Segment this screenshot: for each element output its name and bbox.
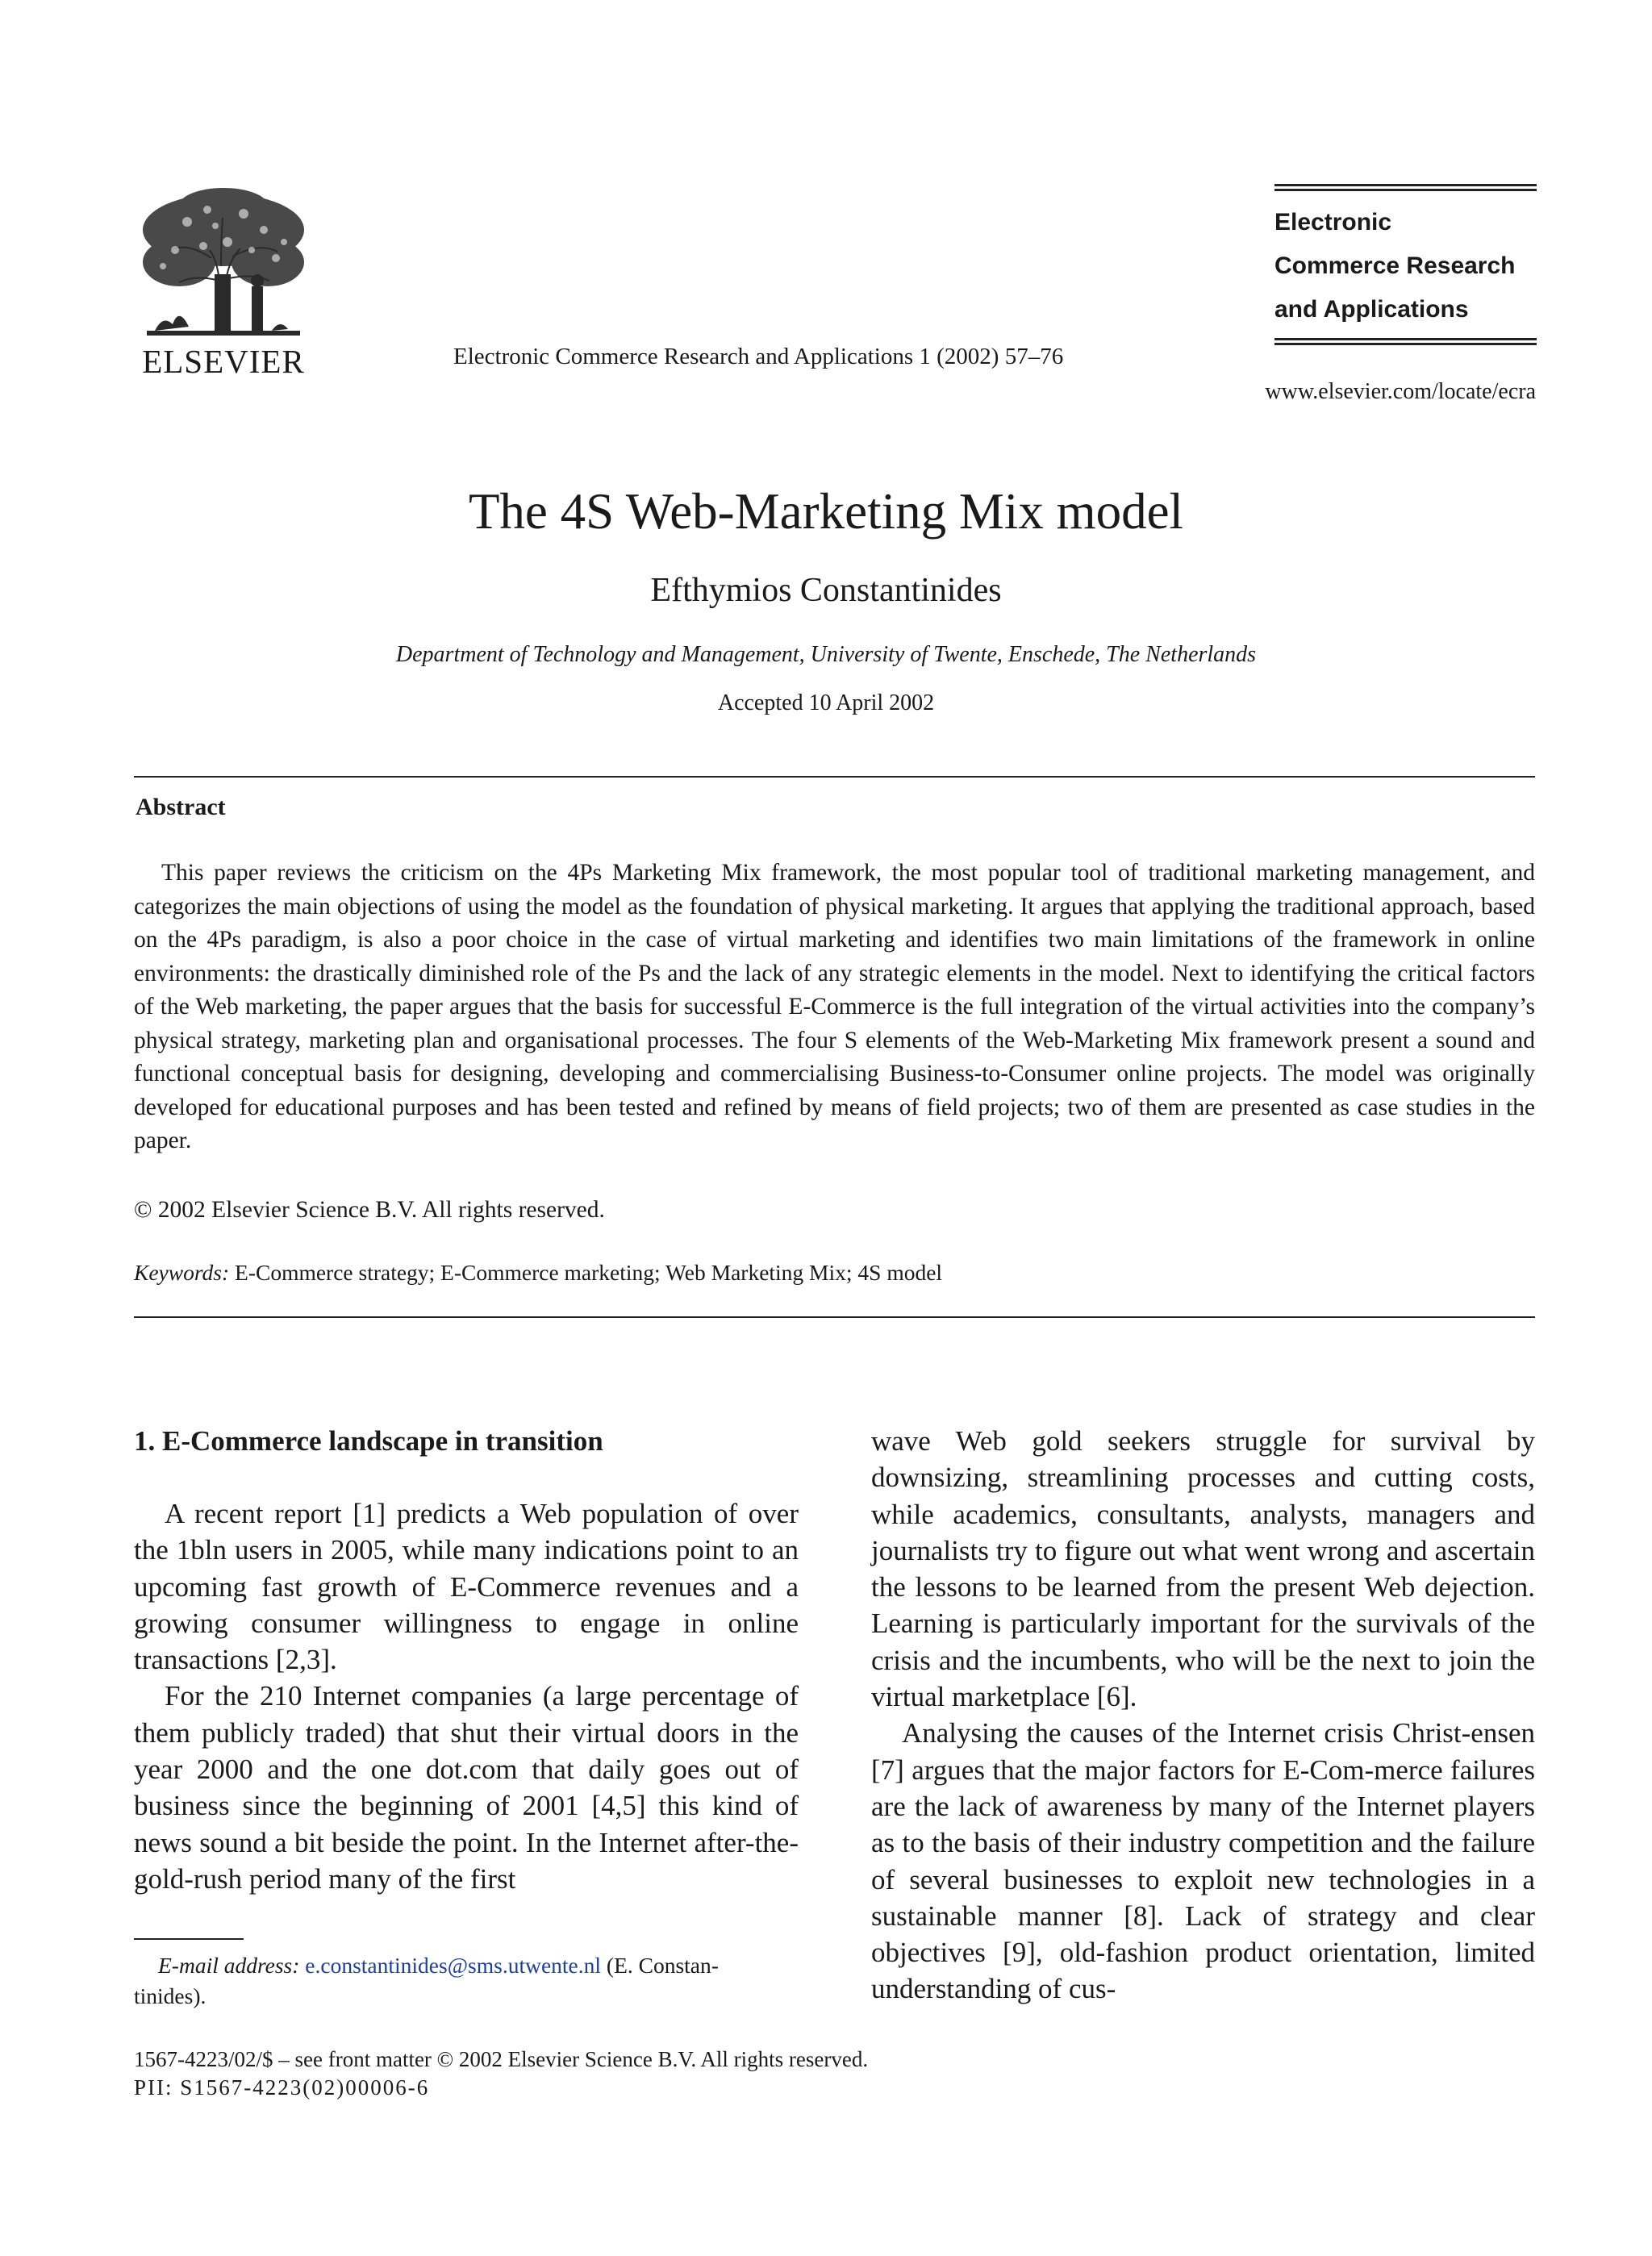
footnote-suffix: (E. Constan-: [606, 1953, 719, 1978]
abstract-top-rule: [134, 776, 1535, 778]
journal-url-link[interactable]: www.elsevier.com/locate/ecra: [1265, 379, 1536, 404]
double-rule-bottom: [1274, 338, 1537, 345]
section-heading: 1. E-Commerce landscape in transition: [134, 1425, 603, 1457]
footnote-rule: [134, 1938, 244, 1940]
body-paragraph: Analysing the causes of the Internet crisis Christ-ensen [7] argues that the major factors for E-Com-merce failures are the lack of awareness by many of the Internet players as to the basis of their industry competition and the failure of several businesses to exploit new technologies in a sustainable manner [8]. Lack of strategy and clear objectives [9], old-fashion product orientation, limited understanding of cus-: [871, 1717, 1535, 2005]
pii-line: PII: S1567-4223(02)00006-6: [134, 2075, 430, 2100]
left-column: [134, 1423, 799, 1897]
double-rule-top: [1274, 184, 1537, 191]
keywords-text: E-Commerce strategy; E-Commerce marketing; Web Marketing Mix; 4S model: [235, 1260, 943, 1285]
keywords: [134, 1260, 942, 1286]
abstract-heading: Abstract: [136, 794, 226, 820]
body-paragraph: For the 210 Internet companies (a large percentage of them publicly traded) that shut their virtual doors in the year 2000 and the one dot.com that daily goes out of business since the beginning of 2001 [4,5] this kind of news sound a bit beside the point. In the Internet after-the-gold-rush period many of the first: [134, 1680, 799, 1895]
publisher-name: ELSEVIER: [142, 343, 305, 380]
footnote-suffix-continued: tinides).: [134, 1983, 206, 2008]
journal-name: [1274, 191, 1537, 338]
issn-line: 1567-4223/02/$ – see front matter © 2002 Elsevier Science B.V. All rights reserved.: [134, 2047, 869, 2071]
accepted-date: Accepted 10 April 2002: [717, 690, 935, 715]
footnote: [134, 1950, 799, 2012]
abstract-text: This paper reviews the criticism on the 4Ps Marketing Mix framework, the most popular tool of traditional marketing management, and categorizes the main objections of using the model as the foundation of physical marketing. It argues that applying the traditional approach, based on the 4Ps paradigm, is also a poor choice in the case of virtual marketing and identifies two main limitations of the framework in online environments: the drastically diminished role of the Ps and the lack of any strategic elements in the model. Next to identifying the critical factors of the Web marketing, the paper argues that the basis for successful E-Commerce is the full integration of the virtual activities into the company’s physical strategy, marketing plan and organisational processes. The four S elements of the Web-Marketing Mix framework present a sound and functional conceptual basis for designing, developing and commercialising Business-to-Consumer online projects. The model was originally developed for educational purposes and has been tested and refined by means of field projects; two of them are presented as case studies in the paper.: [134, 860, 1535, 1153]
abstract-bottom-rule: [134, 1316, 1535, 1318]
paper-title: The 4S Web-Marketing Mix model: [468, 483, 1184, 540]
body-paragraph: wave Web gold seekers struggle for survival by downsizing, streamlining processes and cutting costs, while academics, consultants, analysts, managers and journalists try to figure out what went wrong and ascertain the lessons to be learned from the present Web dejection. Learning is particularly important for the survivals of the crisis and the incumbents, who will be the next to join the virtual marketplace [6].: [871, 1425, 1535, 1713]
abstract-copyright: © 2002 Elsevier Science B.V. All rights reserved.: [134, 1197, 605, 1223]
journal-citation: Electronic Commerce Research and Applications 1 (2002) 57–76: [453, 344, 1064, 369]
journal-name-line: Electronic: [1274, 209, 1392, 236]
journal-name-box: [1274, 184, 1537, 345]
author-email-link[interactable]: e.constantinides@sms.utwente.nl: [305, 1953, 602, 1978]
journal-name-line: and Applications: [1274, 296, 1469, 323]
author-affiliation: Department of Technology and Management, University of Twente, Enschede, The Netherlands: [395, 642, 1257, 667]
journal-name-line: Commerce Research: [1274, 252, 1516, 279]
keywords-label: Keywords:: [134, 1260, 230, 1285]
body-paragraph: A recent report [1] predicts a Web population of over the 1bln users in 2005, while many indications point to an upcoming fast growth of E-Commerce revenues and a growing consumer willingness to engage in online transactions [2,3].: [134, 1498, 799, 1676]
author-name: Efthymios Constantinides: [650, 572, 1002, 609]
abstract-body: [134, 857, 1535, 1158]
footnote-email-label: E-mail address:: [158, 1953, 300, 1978]
right-column: [871, 1423, 1535, 2008]
